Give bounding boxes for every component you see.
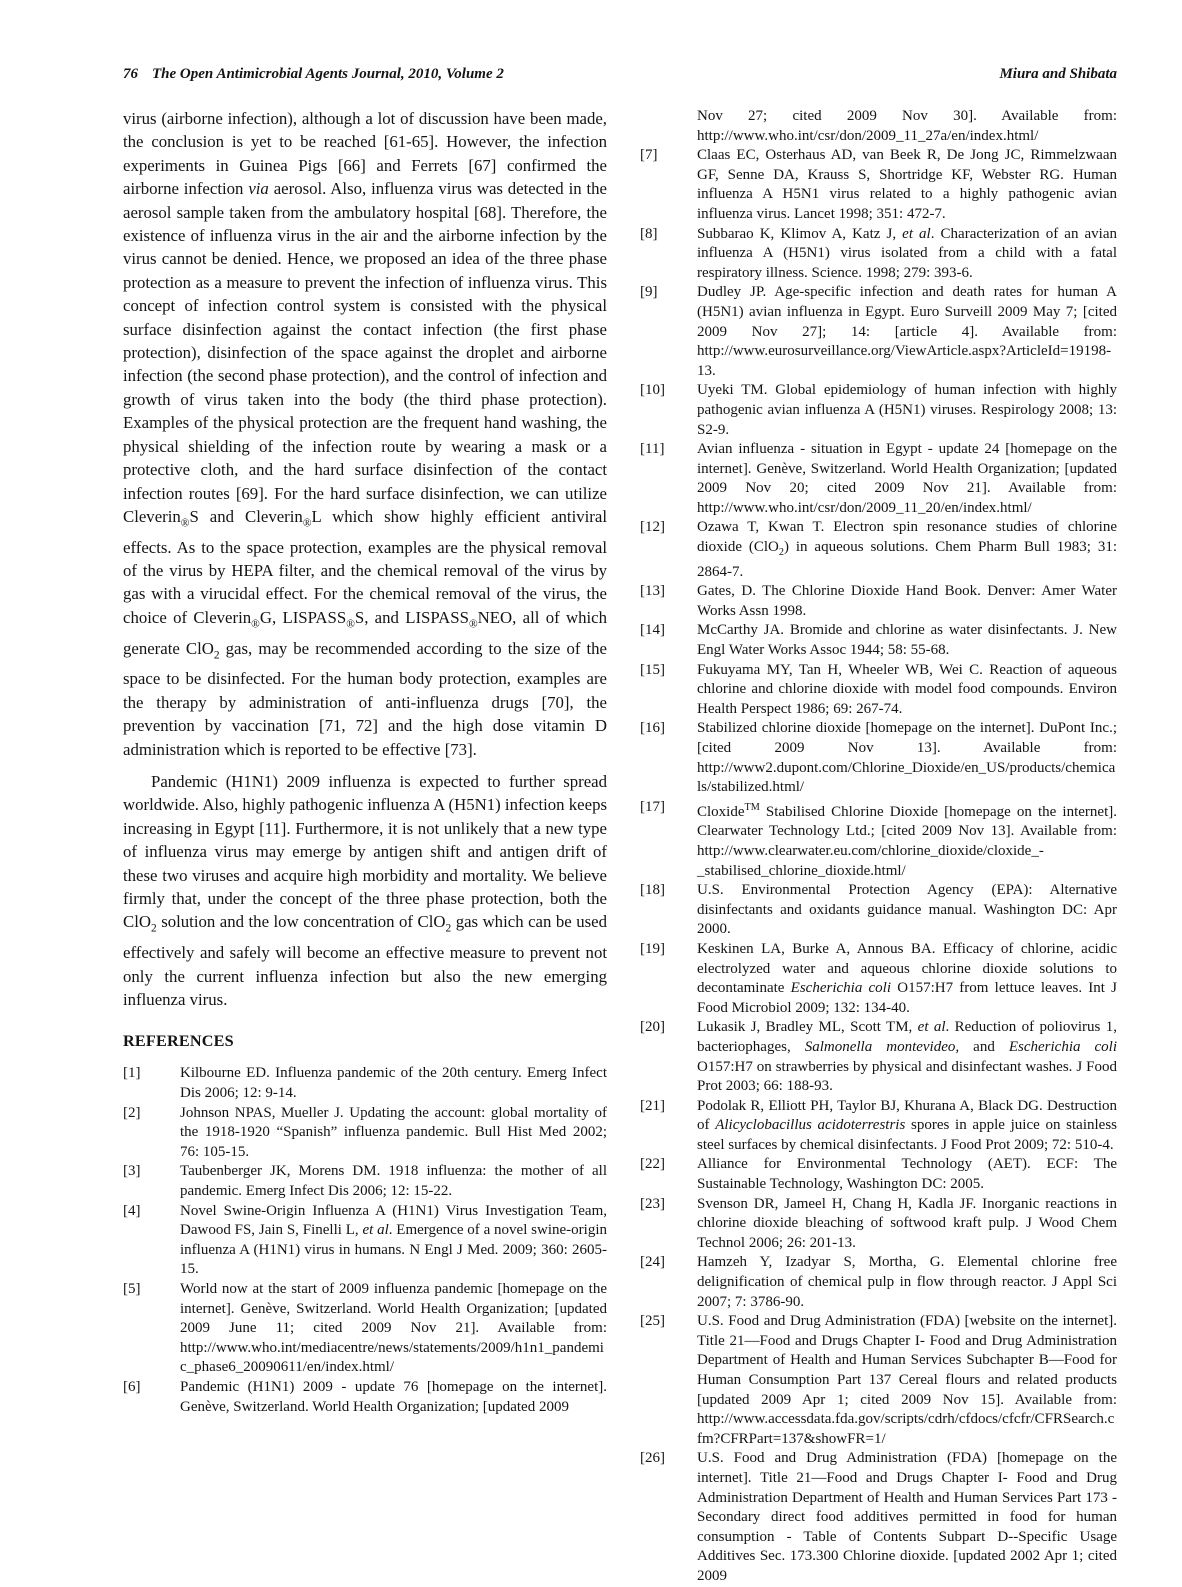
reference-text: Ozawa T, Kwan T. Electron spin resonance studies of chlorine dioxide (ClO$_2$) in aqueous solutions. Chem Pharm Bull 1983; 31: 2864-7. [697,519,1117,580]
reference-number: [7] [640,147,658,164]
reference-text: Alliance for Environmental Technology (AET). ECF: The Sustainable Technology, Washington DC: 2005. [697,1156,1117,1193]
reference-text: Uyeki TM. Global epidemiology of human infection with highly pathogenic avian influenza A (H5N1) viruses. Respirology 2008; 13: S2-9. [697,382,1117,438]
reference-item [640,798,1117,881]
reference-item [640,1155,1117,1194]
reference-number: [18] [640,882,665,899]
reference-number: [6] [123,1378,141,1395]
reference-item [640,518,1117,582]
reference-number: [15] [640,661,665,678]
reference-text: Keskinen LA, Burke A, Annous BA. Efficacy of chlorine, acidic electrolyzed water and aqueous chlorine dioxide solutions to decontaminate Escherichia coli O157:H7 from lettuce leaves. Int J Food Microbiol 2009; 132: 134-40. [697,940,1117,1016]
reference-number: [22] [640,1156,665,1173]
page-number: 76 [123,66,138,82]
reference-continuation: Nov 27; cited 2009 Nov 30]. Available from: http://www.who.int/csr/don/2009_11_27a/en/index.html/ [697,108,1117,144]
reference-item [640,1097,1117,1156]
reference-number: [19] [640,940,665,957]
reference-text: McCarthy JA. Bromide and chlorine as water disinfectants. J. New Engl Water Works Assoc 1944; 58: 55-68. [697,622,1117,659]
reference-item [640,1449,1117,1586]
reference-text: Lukasik J, Bradley ML, Scott TM, et al. Reduction of poliovirus 1, bacteriophages, Salmonella montevideo, and Escherichia coli O157:H7 on strawberries by physical and disinfectant washes. J Food Prot 2003; 66: 188-93. [697,1019,1117,1095]
reference-number: [16] [640,720,665,737]
reference-number: [23] [640,1195,665,1212]
reference-item [640,1253,1117,1312]
reference-text: Fukuyama MY, Tan H, Wheeler WB, Wei C. Reaction of aqueous chlorine and chlorine dioxide with model food compounds. Environ Health Perspect 1986; 69: 267-74. [697,661,1117,717]
reference-text: U.S. Environmental Protection Agency (EPA): Alternative disinfectants and oxidants guidance manual. Washington DC: Apr 2000. [697,882,1117,938]
reference-text: Hamzeh Y, Izadyar S, Mortha, G. Elemental chlorine free delignification of chemical pulp in flow through reactor. J Appl Sci 2007; 7: 3786-90. [697,1254,1117,1310]
reference-number: [21] [640,1097,665,1114]
reference-text: Subbarao K, Klimov A, Katz J, et al. Characterization of an avian influenza A (H5N1) virus isolated from a child with a fatal respiratory illness. Science. 1998; 279: 393-6. [697,225,1117,281]
reference-number: [26] [640,1450,665,1467]
reference-text: Gates, D. The Chlorine Dioxide Hand Book. Denver: Amer Water Works Assn 1998. [697,583,1117,619]
page-authors: Miura and Shibata [999,66,1117,82]
reference-item [640,225,1117,284]
reference-item [123,1162,607,1201]
reference-item [640,940,1117,1018]
journal-line [123,66,504,83]
reference-item [640,582,1117,621]
reference-number: [13] [640,583,665,600]
reference-text: Taubenberger JK, Morens DM. 1918 influenza: the mother of all pandemic. Emerg Infect Dis 2006; 12: 15-22. [180,1163,607,1200]
reference-number: [17] [640,798,665,815]
reference-number: [9] [640,284,658,301]
reference-number: [14] [640,622,665,639]
reference-text: U.S. Food and Drug Administration (FDA) [homepage on the internet]. Title 21—Food and Drugs Chapter I- Food and Drug Administration Department of Health and Human Services Part 173 - Secondary direct food additives permitted in food for human consumption - Table of Contents Subpart D--Specific Usage Additives Sec. 173.300 Chlorine dioxide. [updated 2002 Apr 1; cited 2009 [697,1450,1117,1584]
left-column [123,107,607,1417]
reference-number: [25] [640,1313,665,1330]
reference-item [123,1202,607,1280]
reference-item [640,1018,1117,1096]
references-heading: REFERENCES [123,1032,234,1051]
reference-item [640,661,1117,720]
reference-text: Dudley JP. Age-specific infection and death rates for human A (H5N1) avian influenza in Egypt. Euro Surveill 2009 May 7; [cited 2009 Nov 27]; 14: [article 4]. Available from: http://www.eurosurveillance.org/ViewArticle.aspx?ArticleId=19198-13. [697,284,1117,379]
reference-text: Novel Swine-Origin Influenza A (H1N1) Virus Investigation Team, Dawood FS, Jain S, Finelli L, et al. Emergence of a novel swine-origin influenza A (H1N1) virus in humans. N Engl J Med. 2009; 360: 2605-15. [180,1202,608,1278]
body-paragraph-1: virus (airborne infection), although a lot of discussion have been made, the conclusion is yet to be reached [61-65]. However, the infection experiments in Guinea Pigs [66] and Ferrets [67] confirmed the airborne infection via aerosol. Also, influenza virus was detected in the aerosol sample taken from the ambulatory hospital [68]. Therefore, the existence of influenza virus in the air and the airborne infection by the virus cannot be denied. Hence, we proposed an idea of the three phase protection as a measure to prevent the infection of influenza virus. This concept of infection control system is consisted with the physical surface disinfection against the contact infection (the first phase protection), disinfection of the space against the droplet and airborne infection (the second phase protection), and the control of infection and growth of virus taken into the body (the third phase protection). Examples of the physical protection are the frequent hand washing, the physical shielding of the infection route by wearing a mask or a protective cloth, and the hard surface disinfection of the contact infection routes [69]. For the hard surface disinfection, we can utilize Cleverin$_®$S and Cleverin$_®$L which show highly efficient antiviral effects. As to the space protection, examples are the physical removal of the virus by HEPA filter, and the chemical removal of the virus by gas with a virucidal effect. For the chemical removal of the virus, the choice of Cleverin$_®$G, $LISPASS_®S$, and $LISPASS_®NEO$, all of which generate ClO$_2$ gas, may be recommended according to the size of the space to be disinfected. For the human body protection, examples are the therapy by administration of anti-influenza drugs [70], the prevention by vaccination [71, 72] and the high dose vitamin D administration which is reported to be effective [73]. [123,109,607,759]
body-paragraph-2: Pandemic (H1N1) 2009 influenza is expected to further spread worldwide. Also, highly pathogenic influenza A (H5N1) infection keeps increasing in Egypt [11]. Furthermore, it is not unlikely that a new type of influenza virus may emerge by antigen shift and antigen drift of these two viruses and acquire high morbidity and mortality. We believe firmly that, under the concept of the three phase protection, both the ClO$_2$ solution and the low concentration of ClO$_2$ gas which can be used effectively and safely will become an effective measure to prevent not only the current influenza infection but also the new emerging influenza virus. [123,772,607,1010]
reference-item [640,1312,1117,1449]
reference-item [640,1195,1117,1254]
reference-item [640,440,1117,518]
reference-list-left [123,1064,607,1417]
reference-item [123,1104,607,1163]
reference-item [640,146,1117,224]
reference-item [640,621,1117,660]
reference-number: [20] [640,1019,665,1036]
reference-number: [11] [640,441,665,458]
reference-number: [8] [640,225,658,242]
reference-number: [5] [123,1281,141,1297]
reference-text: Stabilized chlorine dioxide [homepage on the internet]. DuPont Inc.; [cited 2009 Nov 13]. Available from: http://www2.dupont.com/Chlorine_Dioxide/en_US/products/chemicals/stabilized.html/ [697,720,1117,796]
reference-text: Podolak R, Elliott PH, Taylor BJ, Khurana A, Black DG. Destruction of Alicyclobacillus acidoterrestris spores in apple juice on stainless steel surfaces by chemical disinfectants. J Food Prot 2009; 72: 510-4. [697,1097,1117,1153]
reference-text: Avian influenza - situation in Egypt - update 24 [homepage on the internet]. Genève, Switzerland. World Health Organization; [updated 2009 Nov 20; cited 2009 Nov 21]. Available from: http://www.who.int/csr/don/2009_11_20/en/index.html/ [697,441,1117,516]
reference-number: [1] [123,1065,141,1082]
reference-text: Svenson DR, Jameel H, Chang H, Kadla JF. Inorganic reactions in chlorine dioxide bleaching of softwood kraft pulp. J Wood Chem Technol 2006; 26: 201-13. [697,1195,1117,1251]
page-header [123,66,1117,83]
reference-item [123,1378,607,1417]
reference-text: Cloxide™ Stabilised Chlorine Dioxide [homepage on the internet]. Clearwater Technology Ltd.; [cited 2009 Nov 13]. Available from: http://www.clearwater.eu.com/chlorine_dioxide/cloxide_-_stabilised_chlorine_dioxide.html/ [697,801,1117,879]
reference-text: Kilbourne ED. Influenza pandemic of the 20th century. Emerg Infect Dis 2006; 12: 9-14. [180,1065,607,1102]
right-column [640,107,1117,1587]
reference-text: Johnson NPAS, Mueller J. Updating the account: global mortality of the 1918-1920 “Spanish” influenza pandemic. Bull Hist Med 2002; 76: 105-15. [180,1104,607,1160]
reference-text: Claas EC, Osterhaus AD, van Beek R, De Jong JC, Rimmelzwaan GF, Senne DA, Krauss S, Shortridge KF, Webster RG. Human influenza A H5N1 virus related to a highly pathogenic avian influenza virus. Lancet 1998; 351: 472-7. [697,147,1117,222]
reference-number: [4] [123,1202,141,1219]
reference-number: [24] [640,1254,665,1271]
reference-item [123,1280,607,1378]
reference-number: [12] [640,519,665,536]
reference-list-right [640,146,1117,1586]
reference-item [640,719,1117,797]
journal-title: The Open Antimicrobial Agents Journal, 2010, Volume 2 [152,66,504,82]
reference-item [640,881,1117,940]
reference-text: Pandemic (H1N1) 2009 - update 76 [homepage on the internet]. Genève, Switzerland. World Health Organization; [updated 2009 [180,1378,607,1415]
reference-item [123,1064,607,1103]
reference-text: World now at the start of 2009 influenza pandemic [homepage on the internet]. Genève, Switzerland. World Health Organization; [updated 2009 June 11; cited 2009 Nov 21]. Available from: http://www.who.int/mediacentre/news/statements/2009/h1n1_pandemic_phase6_20090611/en/index.html/ [180,1281,607,1376]
reference-number: [2] [123,1104,141,1121]
reference-item [640,283,1117,381]
reference-number: [3] [123,1163,141,1180]
reference-item [640,381,1117,440]
reference-text: U.S. Food and Drug Administration (FDA) [website on the internet]. Title 21—Food and Drugs Chapter I- Food and Drug Administration Department of Health and Human Services Subchapter B—Food for Human Consumption Part 137 Cereal flours and related products [updated 2009 Apr 1; cited 2009 Nov 15]. Available from: http://www.accessdata.fda.gov/scripts/cdrh/cfdocs/cfcfr/CFRSearch.cfm?CFRPart=137&showFR=1/ [697,1313,1117,1447]
reference-number: [10] [640,382,665,399]
